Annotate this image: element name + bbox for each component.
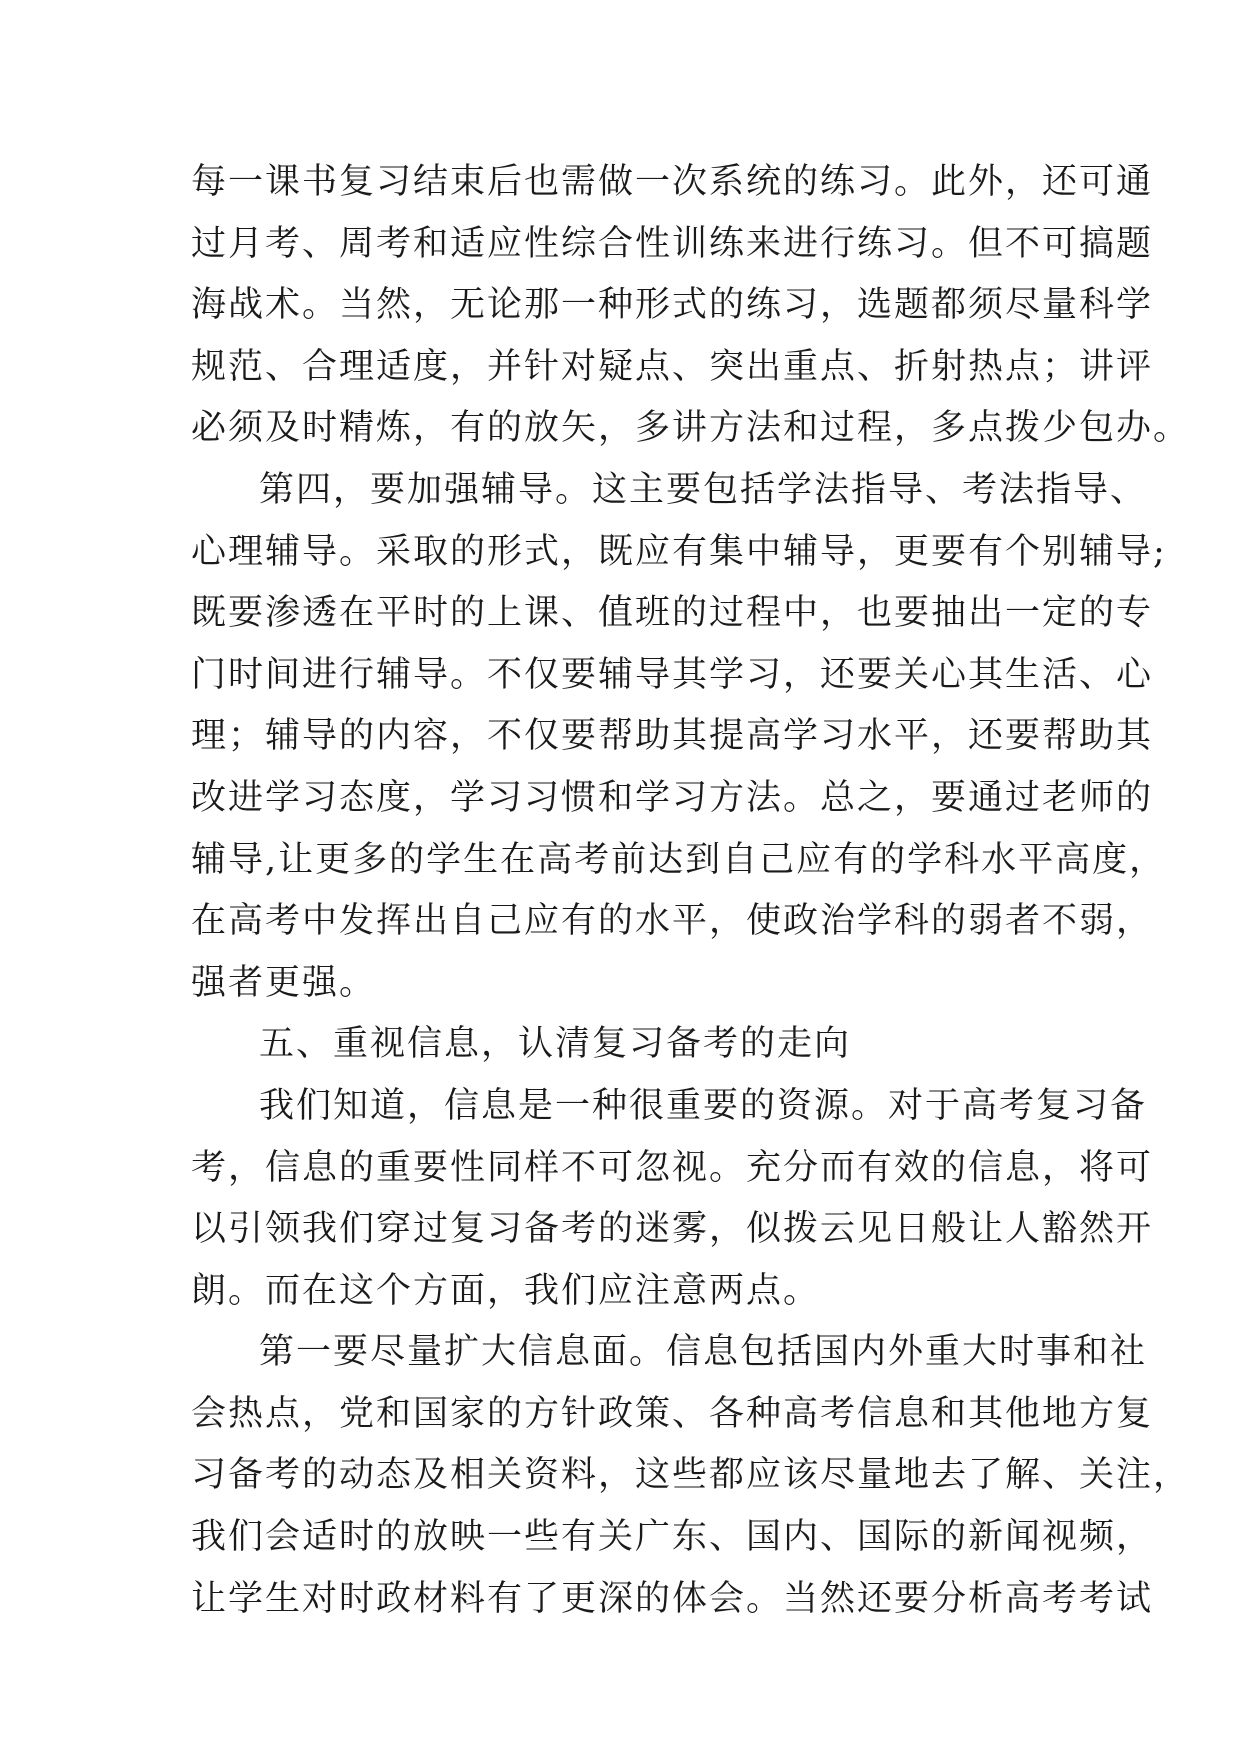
text-line: 五、重视信息，认清复习备考的走向 <box>259 1024 852 1065</box>
text-line: 考，信息的重要性同样不可忽视。充分而有效的信息，将可 <box>191 1147 1154 1188</box>
text-line: 在高考中发挥出自己应有的水平，使政治学科的弱者不弱， <box>191 901 1154 942</box>
text-line: 以引领我们穿过复习备考的迷雾，似拨云见日般让人豁然开 <box>191 1209 1154 1250</box>
text-line: 必须及时精炼，有的放矢，多讲方法和过程，多点拨少包办。 <box>191 408 1191 449</box>
text-line: 习备考的动态及相关资料，这些都应该尽量地去了解、关注， <box>191 1455 1191 1496</box>
text-line: 心理辅导。采取的形式，既应有集中辅导，更要有个别辅导; <box>191 531 1167 572</box>
text-line: 让学生对时政材料有了更深的体会。当然还要分析高考考试 <box>191 1578 1154 1619</box>
text-line: 会热点，党和国家的方针政策、各种高考信息和其他地方复 <box>191 1393 1154 1434</box>
text-line: 强者更强。 <box>191 962 377 1003</box>
text-line: 我们会适时的放映一些有关广东、国内、国际的新闻视频， <box>191 1517 1154 1558</box>
text-line: 辅导,让更多的学生在高考前达到自己应有的学科水平高度， <box>191 839 1167 880</box>
text-line: 理；辅导的内容，不仅要帮助其提高学习水平，还要帮助其 <box>191 716 1154 757</box>
text-line: 规范、合理适度，并针对疑点、突出重点、折射热点；讲评 <box>191 346 1154 387</box>
text-line: 过月考、周考和适应性综合性训练来进行练习。但不可搞题 <box>191 223 1154 264</box>
text-line: 我们知道，信息是一种很重要的资源。对于高考复习备 <box>259 1085 1148 1126</box>
text-line: 门时间进行辅导。不仅要辅导其学习，还要关心其生活、心 <box>191 654 1154 695</box>
text-line: 每一课书复习结束后也需做一次系统的练习。此外，还可通 <box>191 162 1154 202</box>
text-line: 海战术。当然，无论那一种形式的练习，选题都须尽量科学 <box>191 285 1154 326</box>
text-line: 朗。而在这个方面，我们应注意两点。 <box>191 1270 821 1311</box>
text-line: 第四，要加强辅导。这主要包括学法指导、考法指导、 <box>259 469 1148 510</box>
text-line: 改进学习态度，学习习惯和学习方法。总之，要通过老师的 <box>191 777 1154 818</box>
text-line: 既要渗透在平时的上课、值班的过程中，也要抽出一定的专 <box>191 593 1154 634</box>
document-body-text <box>191 152 1191 1630</box>
text-line: 第一要尽量扩大信息面。信息包括国内外重大时事和社 <box>259 1332 1148 1373</box>
